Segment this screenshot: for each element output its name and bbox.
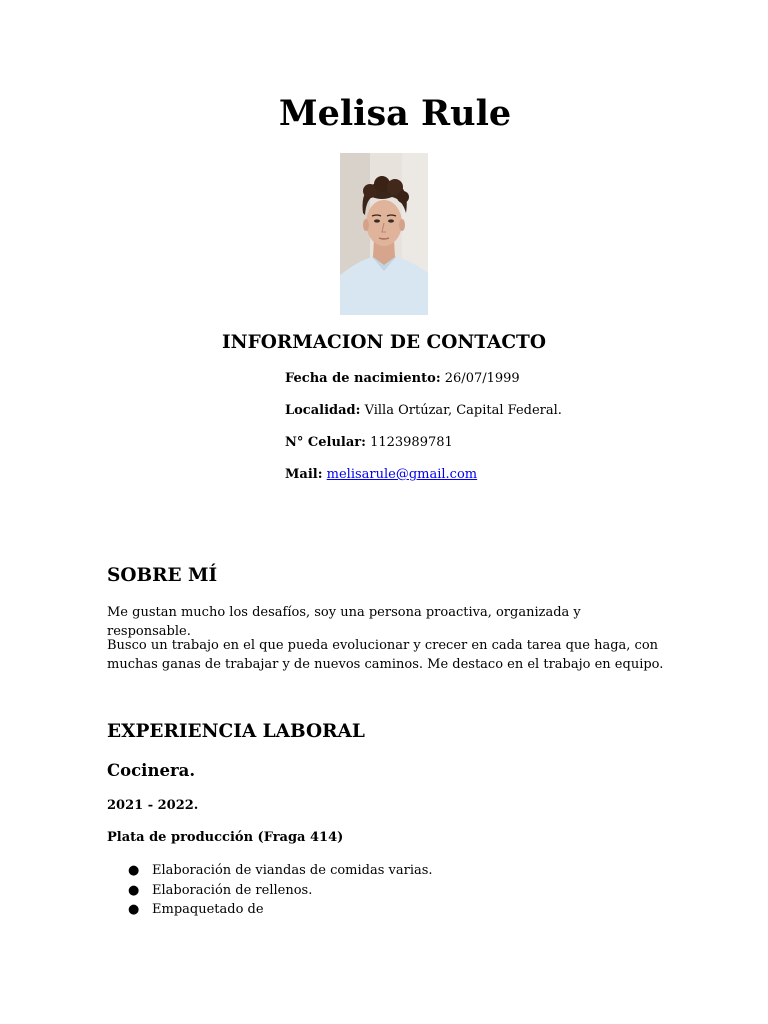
job-position: Cocinera. [107,761,196,780]
phone-line [285,434,453,452]
bullet-icon: ● [128,882,140,898]
birthdate-value: 26/07/1999 [444,371,520,386]
job-company: Plata de producción (Fraga 414) [107,830,344,845]
about-paragraph-1: Me gustan mucho los desafíos, soy una persona proactiva, organizada y responsable. [107,605,581,639]
location-label: Localidad: [285,403,361,418]
task-text: Elaboración de viandas de comidas varias. [152,863,433,878]
location-line [285,402,562,420]
birthdate-line [285,370,520,388]
list-item [0,900,433,920]
bullet-icon: ● [128,902,140,917]
bullet-icon: ● [128,863,140,878]
about-paragraph-2: Busco un trabajo en el que pueda evolucionar y crecer en cada tarea que haga, con muchas ganas de trabajar y de nuevos caminos. Me destaco en el trabajo en equipo. [107,638,664,672]
mail-link[interactable]: melisarule@gmail.com [326,467,478,482]
job-period: 2021 - 2022. [107,798,199,813]
task-text: Empaquetado de [152,902,264,917]
profile-photo [340,153,428,315]
birthdate-label: Fecha de nacimiento: [285,371,441,386]
contact-section-title: INFORMACION DE CONTACTO [222,332,546,353]
mail-line [285,466,477,484]
experience-section-title: EXPERIENCIA LABORAL [107,721,365,742]
task-text: Elaboración de rellenos. [152,882,313,898]
about-section-title: SOBRE MÍ [107,565,218,586]
phone-value: 1123989781 [370,435,453,450]
job-task-list [0,861,433,920]
page-title: Melisa Rule [278,93,512,134]
location-value: Villa Ortúzar, Capital Federal. [364,403,562,418]
list-item [0,861,433,881]
phone-label: N° Celular: [285,435,366,450]
list-item [0,881,433,901]
mail-label: Mail: [285,467,323,482]
